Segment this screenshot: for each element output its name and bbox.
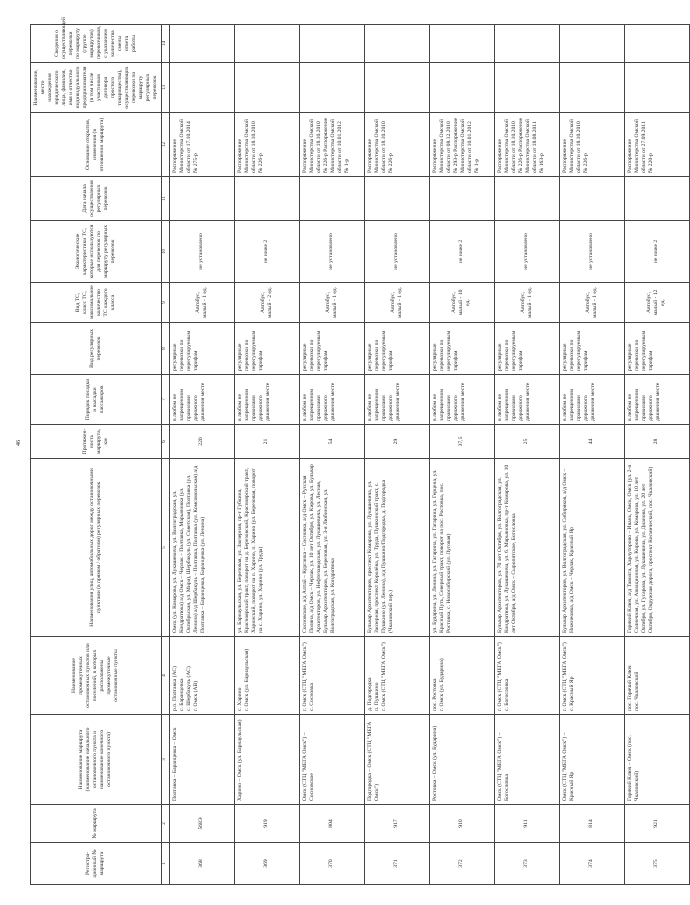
stop-name: г. Омск (ул. Бударина)	[438, 658, 445, 711]
cell-streets: Горячий Ключ, а/д Таволга, Харлуторово – Ивань, Омск, Омск (ул. 2-я Солнечная, ул. Авиационная, ул. Кирова, ул. Комарова, ул. 10 лет Октября, ул. Гусарова, ул. Лукашевича, ул. Дианова, ул. 20 лет Октября, Окружная дорога, проспект Космический, пос. Чкаловский)	[624, 459, 689, 637]
cell-num: 917	[364, 805, 429, 843]
cell-kind: регулярные перевозки по нерегулируемым тарифам	[364, 323, 429, 375]
cell-vehicle: Автобус, малый - 1 ед.	[169, 283, 234, 323]
cell-name: Подгородка – Омск (СТЦ "МЕГА Омск")	[364, 715, 429, 805]
table-row	[299, 25, 364, 885]
cell-num: 919	[234, 805, 299, 843]
cell-name: Харино – Омск (ул. Барнаульская)	[234, 715, 299, 805]
cell-vehicle: Автобус, малый - 1 ед.	[559, 283, 624, 323]
cell-kind: регулярные перевозки по нерегулируемым тарифам	[299, 323, 364, 375]
cell-name: Омск (СТЦ "МЕГА Омск") – Богословка	[494, 715, 559, 805]
stop-name: пос. Горячий Ключ	[626, 665, 633, 711]
cell-boarding: в любом не запрещенном правилами дорожного движения месте	[624, 375, 689, 425]
cell-stops	[299, 637, 364, 715]
cell-carrier	[494, 63, 559, 113]
cell-vehicle: Автобус, малый - 1 ед.	[494, 283, 559, 323]
cell-vehicle: Автобус, малый - 2 ед.	[234, 283, 299, 323]
cell-basis: Распоряжение Министерства Омской области от 18.10.2010 № 226-р	[234, 113, 299, 177]
stop-name: г. Омск (СТЦ "МЕГА Омск")	[561, 642, 568, 711]
column-number: 4	[161, 637, 169, 715]
cell-basis: Распоряжение Министерства Омской области от 08.12.2010 № 293-р Распоряжение Министерства Омской области от 10.01.2012 № 1-р	[429, 113, 494, 177]
table-row	[429, 25, 494, 885]
header-cell: Экологические характеристики ТС, которые используются для перевозок по маршруту регулярных перевозок	[31, 221, 162, 283]
cell-length: 29	[364, 425, 429, 459]
cell-eco: не ниже 2	[429, 221, 494, 283]
cell-info	[559, 25, 624, 63]
column-number: 14	[161, 25, 169, 63]
stop-name: с. Харино	[236, 687, 243, 711]
cell-kind: регулярные перевозки по нерегулируемым тарифам	[429, 323, 494, 375]
cell-basis: Распоряжение Министерства Омской области от 18.10.2010 № 226-р	[559, 113, 624, 177]
cell-reg: 375	[624, 843, 689, 885]
stop-name: с. Богословка	[503, 678, 510, 711]
column-number: 11	[161, 177, 169, 221]
cell-kind: регулярные перевозки по нерегулируемым тарифам	[234, 323, 299, 375]
cell-boarding: в любом не запрещенном правилами дорожного движения месте	[559, 375, 624, 425]
cell-num: 910	[429, 805, 494, 843]
cell-stops	[559, 637, 624, 715]
cell-eco: не ниже 2	[624, 221, 689, 283]
cell-streets: Сосновское, а/д Алтай – Курганка – Сосновка, а/д Омск – Русская Поляна, а/д Омск – Черлак, ул. 10 лет Октября, ул. Кирова, ул. Бульвар Архитекторов, ул. Нефтезаводская, ул. Лукашевича, ул. Лесная, Бульвар Архитекторов, ул. Березовая, ул. 3-я Любинская, ул. Волгоградская, ул. Кондратюка	[299, 459, 364, 637]
cell-basis: Распоряжение Министерства Омской области от 18.10.2010 № 226-р Распоряжение Министерства Омской области от 10.01.2012 № 1-р	[299, 113, 364, 177]
cell-length: 37,5	[429, 425, 494, 459]
stop-name: д. Подгородка	[366, 677, 373, 711]
cell-reg: 369	[234, 843, 299, 885]
table-row	[559, 25, 624, 885]
cell-num: 568Э	[169, 805, 234, 843]
stop-name: с. Баранцевка	[178, 678, 185, 711]
cell-info	[364, 25, 429, 63]
header-cell: Протяжен- ность маршрута, км	[31, 425, 162, 459]
header-cell: Наименование промежуточных остановочных пунктов или поселений, в которых расположены промежуточные остановочные пункты	[31, 637, 162, 715]
column-number: 10	[161, 221, 169, 283]
cell-carrier	[429, 63, 494, 113]
routes-table	[30, 17, 690, 885]
cell-basis: Распоряжение Министерства Омской области от 18.10.2010 № 226-р Распоряжение Министерства Омской области от 18.08.2011 № 163-р	[494, 113, 559, 177]
cell-reg: 368	[169, 843, 234, 885]
cell-boarding: в любом не запрещенном правилами дорожного движения месте	[169, 375, 234, 425]
header-cell: Наименование, место нахождения юридического лица, фамилия, имя и отчество индивидуального предпринимателя (в том числе участников договора простого товарищества), осуществляющих перевозки по маршруту регулярных перевозок	[31, 63, 162, 113]
header-row	[31, 25, 162, 885]
cell-streets: Бульвар Архитекторов, ул. Волгоградская, ул. Сибиряков, а/д Омск – Нижнеомка, а/д Омск – Черлак, Красный Яр	[559, 459, 624, 637]
cell-name: Омск (СТЦ "МЕГА Омск") – Сосновское	[299, 715, 364, 805]
cell-length: 220	[169, 425, 234, 459]
cell-reg: 374	[559, 843, 624, 885]
cell-stops	[169, 637, 234, 715]
column-number: 13	[161, 63, 169, 113]
cell-length: 25	[494, 425, 559, 459]
stop-name: р.п. Полтавка (АС)	[171, 666, 178, 711]
cell-carrier	[299, 63, 364, 113]
column-number: 5	[161, 459, 169, 637]
cell-reg: 371	[364, 843, 429, 885]
cell-stops	[234, 637, 299, 715]
cell-length: 21	[234, 425, 299, 459]
cell-name: Полтавка – Баранцевка – Омск	[169, 715, 234, 805]
cell-num: 814	[559, 805, 624, 843]
table-row	[234, 25, 299, 885]
cell-streets: Бульвар Архитекторов, ул. 70 лет Октября, ул. Волгоградская, ул. Кондратюка, ул. Лукашевича, ул. 6. Марьяновка, пр-т Комарова, ул. 10 лет Октября, а/д Омск – Сыропятское, Богословка	[494, 459, 559, 637]
cell-streets: ул. Бударина, ул. Ленина, ул. Гагарина, ул. Гагарина, ул. Герцена, ул. Красный Путь, Северный тракт, поворот на пос. Ростовка, пос. Ростовка, с. Новосибирский (ул. Луговая)	[429, 459, 494, 637]
cell-start	[169, 177, 234, 221]
cell-vehicle: Автобус, малый - 1 ед.	[364, 283, 429, 323]
header-cell: Дата начала осуществления регулярных перевозок	[31, 177, 162, 221]
cell-vehicle: Автобус, малый - 12 ед.	[624, 283, 689, 323]
cell-info	[169, 25, 234, 63]
cell-basis: Распоряжение Министерства Омской области от 27.09.2011 № 220-р	[624, 113, 689, 177]
cell-stops	[494, 637, 559, 715]
cell-length: 54	[299, 425, 364, 459]
cell-info	[299, 25, 364, 63]
stop-name: г. Омск (ул. Барнаульская)	[243, 648, 250, 711]
cell-streets: ул. Барнаульская, ул. Березовая, ул. Заозерная, пр-т Губкина, Красноярский тракт, поворот на д. Березовский, Красноярский тракт, Харинский, поворот на п. Харино, п. Харино (ул. Березовая, поворот на с. Харино, ул. Харино (ул. Труда)	[234, 459, 299, 637]
cell-boarding: в любом не запрещенном правилами дорожного движения месте	[364, 375, 429, 425]
column-number: 7	[161, 375, 169, 425]
stop-name: г. Омск (АВ)	[192, 680, 199, 711]
column-number-row	[161, 25, 169, 885]
cell-kind: регулярные перевозки по нерегулируемым тарифам	[169, 323, 234, 375]
cell-start	[364, 177, 429, 221]
cell-start	[299, 177, 364, 221]
cell-name: Омск (СТЦ "МЕГА Омск") – Красный Яр	[559, 715, 624, 805]
cell-info	[494, 25, 559, 63]
cell-carrier	[559, 63, 624, 113]
cell-start	[559, 177, 624, 221]
column-number: 2	[161, 805, 169, 843]
cell-info	[429, 25, 494, 63]
cell-name: Ростовка – Омск (ул. Бударина)	[429, 715, 494, 805]
cell-reg: 370	[299, 843, 364, 885]
cell-boarding: в любом не запрещенном правилами дорожного движения месте	[234, 375, 299, 425]
column-number: 12	[161, 113, 169, 177]
cell-kind: регулярные перевозки по нерегулируемым тарифам	[494, 323, 559, 375]
column-number: 9	[161, 283, 169, 323]
cell-reg: 373	[494, 843, 559, 885]
stop-name: г. Омск (СТЦ "МЕГА Омск")	[496, 642, 503, 711]
cell-info	[234, 25, 299, 63]
stop-name: г. Омск (СТЦ "МЕГА Омск")	[380, 642, 387, 711]
cell-eco: не установлено	[559, 221, 624, 283]
column-number: 3	[161, 715, 169, 805]
cell-eco: не установлено	[364, 221, 429, 283]
cell-num: 911	[494, 805, 559, 843]
cell-carrier	[364, 63, 429, 113]
cell-vehicle: Автобус, малый - 1 ед.	[299, 283, 364, 323]
cell-boarding: в любом не запрещенном правилами дорожного движения месте	[299, 375, 364, 425]
cell-carrier	[169, 63, 234, 113]
column-number: 8	[161, 323, 169, 375]
cell-eco: не установлено	[494, 221, 559, 283]
cell-stops	[429, 637, 494, 715]
stop-name: с. Сосновка	[308, 683, 315, 711]
stop-name: п. Пушкино	[373, 682, 380, 711]
cell-basis: Распоряжение Министерства Омской области от 17.10.2014 № 275-р	[169, 113, 234, 177]
cell-num: 804	[299, 805, 364, 843]
cell-start	[624, 177, 689, 221]
cell-streets: Омск (ул. Комарова, ул. Лукашевича, ул. Волгоградская, ул. Кондратюка) а/д Омск – Черлак – Полтавка, Марьяновка (ул. Октябрьская, ул. Мира), Шербакуль (ул. Советская), Полтавка (ул. Ленина) а/д Шербакуль – Полтавка, Полтавка (ул. Комсомольская) а/д Полтавка – Баранцевка, Баранцевка (ул. Ленина)	[169, 459, 234, 637]
cell-kind: регулярные перевозки по нерегулируемым тарифам	[624, 323, 689, 375]
column-number: 1	[161, 843, 169, 885]
cell-length: 44	[559, 425, 624, 459]
cell-num: 921	[624, 805, 689, 843]
stop-name: с. Шербакуль (АС)	[185, 666, 192, 711]
cell-reg: 372	[429, 843, 494, 885]
stop-name: с. Красный Яр	[568, 676, 575, 711]
cell-start	[234, 177, 299, 221]
cell-length: 28	[624, 425, 689, 459]
table-row	[364, 25, 429, 885]
header-cell: Основание открытия, изменения (в отношении маршрута)	[31, 113, 162, 177]
header-cell: Наименование маршрута (наименование начального остановочного пункта и наименование конечного остановочного пункта)	[31, 715, 162, 805]
stop-name: г. Омск (СТЦ "МЕГА Омск")	[301, 642, 308, 711]
cell-name: Горячий Ключ – Омск (пос. Чкаловский)	[624, 715, 689, 805]
cell-kind: регулярные перевозки по нерегулируемым тарифам	[559, 323, 624, 375]
cell-carrier	[624, 63, 689, 113]
table-row	[494, 25, 559, 885]
table-row	[624, 25, 689, 885]
header-cell: Порядок посадки и высадки пассажиров	[31, 375, 162, 425]
header-cell: Наименования улиц, автомобильных дорог между остановочными пунктами (в прямом / обратном) регулярных перевозок	[31, 459, 162, 637]
cell-basis: Распоряжение Министерства Омской области от 18.10.2010 № 226-р	[364, 113, 429, 177]
rotated-page	[30, 17, 667, 885]
cell-stops	[624, 637, 689, 715]
cell-vehicle: Автобус, малый - 10 ед.	[429, 283, 494, 323]
cell-start	[429, 177, 494, 221]
cell-eco: не установлено	[169, 221, 234, 283]
header-cell: Вид регулярных перевозок	[31, 323, 162, 375]
cell-info	[624, 25, 689, 63]
column-number: 6	[161, 425, 169, 459]
cell-carrier	[234, 63, 299, 113]
header-cell: Вид ТС, класс ТС, максимальное количество ТС каждого класса	[31, 283, 162, 323]
table-row	[169, 25, 234, 885]
cell-eco: не ниже 2	[234, 221, 299, 283]
cell-boarding: в любом не запрещенном правилами дорожного движения месте	[429, 375, 494, 425]
cell-stops	[364, 637, 429, 715]
stop-name: пос. Чкаловский	[633, 671, 640, 711]
stop-name: пос. Ростовка	[431, 678, 438, 711]
cell-eco: не установлено	[299, 221, 364, 283]
cell-streets: Бульвар Архитекторов, проспект Комарова, ул. Лукашевича, ул. Заозерная, проспект Королёва, ул. Труда, Пушкинский тракт, с. Пушкино (ул. Ленина), а/д Пушкино/Подгородка, д. Подгородка (Чкаловский пер.)	[364, 459, 429, 637]
header-cell: Регистра- ционный № маршрута	[31, 843, 162, 885]
header-cell: Сведения о осуществляющей перевозки по маршруту (группе маршрутов) перевозчиков, с указанием количества смены ответа работы	[31, 25, 162, 63]
routes-table-body	[169, 25, 689, 885]
cell-boarding: в любом не запрещенном правилами дорожного движения месте	[494, 375, 559, 425]
cell-start	[494, 177, 559, 221]
header-cell: № маршрута	[31, 805, 162, 843]
page-number: 46	[16, 440, 22, 446]
